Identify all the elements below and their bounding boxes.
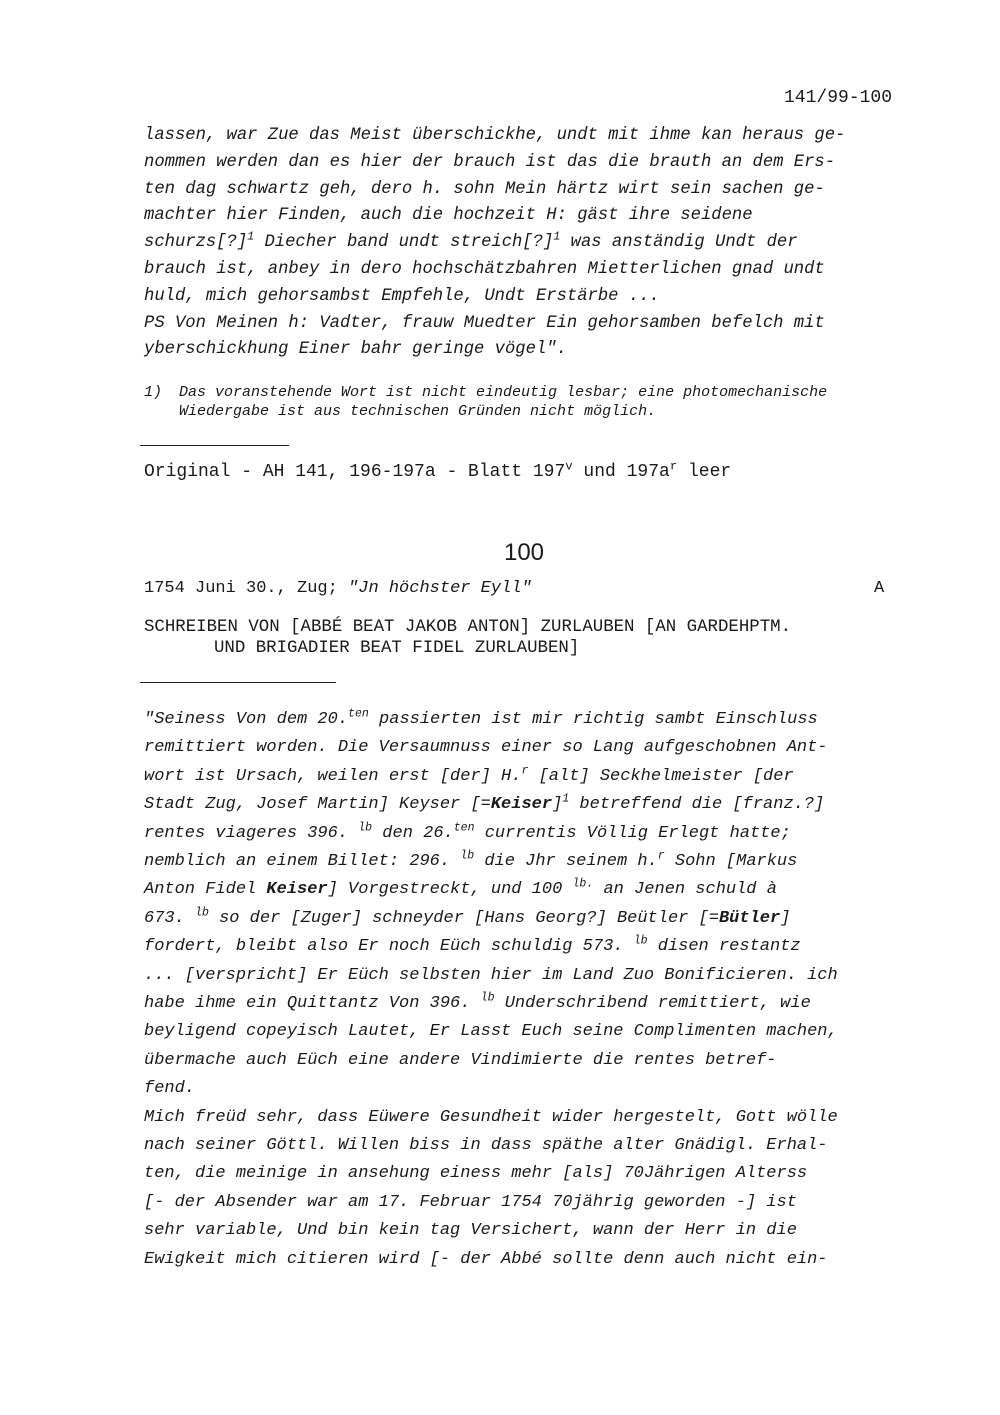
text-run: übermache auch Eüch eine andere Vindimierte die rentes betref-: [144, 1050, 777, 1070]
text-run: nommen werden dan es hier der brauch ist das die brauth an dem Ers-: [144, 152, 836, 172]
text-line: [144, 764, 794, 787]
superscript: lb: [460, 849, 475, 863]
date-place: 1754 Juni 30., Zug;: [144, 579, 349, 598]
superscript: r: [669, 459, 678, 474]
text-run: Ewigkeit mich citieren wird [- der Abbé sollte denn auch nicht ein-: [144, 1249, 828, 1269]
text-run: Stadt Zug, Josef Martin] Keyser [=: [144, 795, 491, 815]
text-line: [144, 1164, 807, 1184]
text-run: rentes viageres 396.: [144, 823, 359, 843]
document-quote: "Jn höchster Eyll": [348, 579, 532, 598]
page-number: 141/99-100: [784, 88, 893, 108]
text-run: huld, mich gehorsambst Empfehle, Undt Erstärbe ...: [144, 286, 660, 306]
text-run: habe ihme ein Quittantz Von 396.: [144, 994, 481, 1013]
text-run: lassen, war Zue das Meist überschickhe, undt mit ihme kan heraus ge-: [144, 126, 846, 145]
text-line: [144, 991, 811, 1014]
text-run: beyligend copeyisch Lautet, Er Lasst Euch seine Complimenten machen,: [144, 1022, 838, 1042]
superscript: v: [565, 459, 573, 474]
text-line: [144, 966, 838, 986]
bold-name: Bütler: [718, 908, 781, 928]
footnote-line: Das voranstehende Wort ist nicht eindeutig lesbar; eine photomechanische: [179, 384, 828, 401]
text-run: nemblich an einem Billet: 296.: [144, 852, 461, 871]
text-line: [144, 707, 818, 730]
text-line: [144, 1136, 828, 1156]
text-run: machter hier Finden, auch die hochzeit H: gäst ihre seidene: [144, 206, 753, 226]
text-run: currentis Völlig Erlegt hatte;: [474, 823, 791, 843]
text-run: [alt] Seckhelmeister [der: [528, 766, 794, 786]
text-run: ] Vorgestreckt, und 100: [327, 880, 573, 900]
text-line: [144, 1022, 838, 1042]
text-run: ]: [780, 908, 791, 928]
text-run: "Seiness Von dem 20.: [144, 710, 349, 729]
text-run: ]: [552, 795, 563, 815]
title-separator: [140, 682, 336, 683]
text-line: [144, 880, 777, 900]
superscript: lb: [358, 821, 373, 835]
text-run: den 26.: [372, 823, 454, 843]
text-run: Original - AH 141, 196-197a - Blatt 197: [144, 462, 566, 482]
text-run: passierten ist mir richtig sambt Einschluss: [368, 710, 818, 729]
text-run: PS Von Meinen h: Vadter, frauw Muedter Ein gehorsamben befelch mit: [144, 313, 825, 333]
footnote-line: Wiedergabe ist aus technischen Gründen nicht möglich.: [179, 403, 657, 420]
document-title-line2: UND BRIGADIER BEAT FIDEL ZURLAUBEN]: [214, 639, 580, 658]
text-run: [- der Absender war am 17. Februar 1754 70jährig geworden -] ist: [144, 1192, 797, 1212]
superscript: lb: [195, 906, 209, 920]
bold-name: Keiser: [266, 880, 328, 900]
text-run: disen restantz: [647, 937, 801, 957]
text-run: Sohn [Markus: [664, 852, 798, 871]
text-line: [144, 934, 801, 957]
superscript: ten: [348, 707, 369, 721]
text-run: an Jenen schuld à: [593, 880, 777, 900]
text-run: Mich freüd sehr, dass Eüwere Gesundheit wider hergestelt, Gott wölle: [144, 1107, 838, 1127]
superscript: 1: [562, 792, 570, 806]
document-type-letter: A: [874, 579, 885, 598]
text-line: [144, 849, 798, 872]
text-line: [144, 180, 825, 200]
text-line: [144, 287, 660, 307]
text-line: [144, 1079, 195, 1099]
text-line: [144, 153, 835, 173]
text-run: und 197a: [572, 462, 670, 482]
text-run: yberschickhung Einer bahr geringe vögel".: [144, 340, 567, 360]
text-line: [144, 792, 825, 815]
text-run: ... [verspricht] Er Eüch selbsten hier im Land Zuo Bonificieren. ich: [144, 965, 838, 985]
text-line: [144, 821, 791, 844]
superscript: ten: [453, 821, 475, 835]
superscript: r: [521, 764, 529, 778]
superscript: lb.: [572, 878, 594, 892]
text-run: schurzs[?]: [144, 233, 248, 253]
superscript: lb: [480, 991, 495, 1005]
text-line: [144, 738, 828, 758]
text-line: [144, 260, 825, 280]
text-run: nach seiner Göttl. Willen biss in dass späthe alter Gnädigl. Erhal-: [144, 1136, 828, 1155]
text-line: [144, 340, 567, 360]
source-line: [144, 461, 731, 483]
footnote-separator: [140, 445, 289, 446]
text-line: [144, 126, 845, 146]
text-run: fordert, bleibt also Er noch Eüch schuldig 573.: [144, 937, 634, 957]
bold-name: Keiser: [490, 795, 553, 815]
text-run: brauch ist, anbey in dero hochschätzbahren Mietterlichen gnad undt: [144, 260, 825, 279]
text-line: [144, 1108, 838, 1128]
text-run: fend.: [144, 1079, 196, 1099]
document-title: SCHREIBEN VON [ABBÉ BEAT JAKOB ANTON] ZURLAUBEN [AN GARDEHPTM.: [144, 618, 792, 637]
footnote-marker: 1): [144, 384, 163, 401]
text-run: was anständig Undt der: [560, 233, 798, 253]
text-line: [144, 1051, 777, 1071]
text-run: betreffend die [franz.?]: [569, 795, 825, 815]
text-line: [144, 1221, 797, 1241]
text-run: 673.: [144, 908, 196, 928]
text-run: leer: [677, 462, 732, 482]
text-line: [144, 229, 798, 253]
document-date-place: [144, 579, 532, 599]
text-line: [144, 314, 825, 334]
superscript: 1: [553, 229, 561, 244]
text-run: die Jhr seinem h.: [474, 852, 658, 871]
text-line: [144, 206, 753, 226]
superscript: 1: [247, 229, 255, 244]
text-run: wort ist Ursach, weilen erst [der] H.: [144, 766, 522, 786]
text-run: Anton Fidel: [144, 880, 267, 900]
text-run: ten dag schwartz geh, dero h. sohn Mein härtz wirt sein sachen ge-: [144, 179, 825, 199]
text-run: Underschribend remittiert, wie: [494, 994, 811, 1013]
text-run: remittiert worden. Die Versaumnuss einer so Lang aufgeschobnen Ant-: [144, 738, 828, 758]
document-number: 100: [503, 539, 545, 566]
text-line: [144, 1193, 797, 1213]
text-run: ten, die meinige in ansehung einess mehr [als] 70Jährigen Alterss: [144, 1164, 808, 1184]
superscript: lb: [633, 934, 648, 948]
text-line: [144, 906, 791, 929]
text-run: Diecher band undt streich[?]: [254, 233, 554, 253]
superscript: r: [657, 849, 665, 863]
text-run: sehr variable, Und bin kein tag Versichert, wann der Herr in die: [144, 1221, 797, 1241]
text-line: [144, 1250, 828, 1270]
text-run: so der [Zuger] schneyder [Hans Georg?] Beütler [=: [208, 908, 719, 928]
